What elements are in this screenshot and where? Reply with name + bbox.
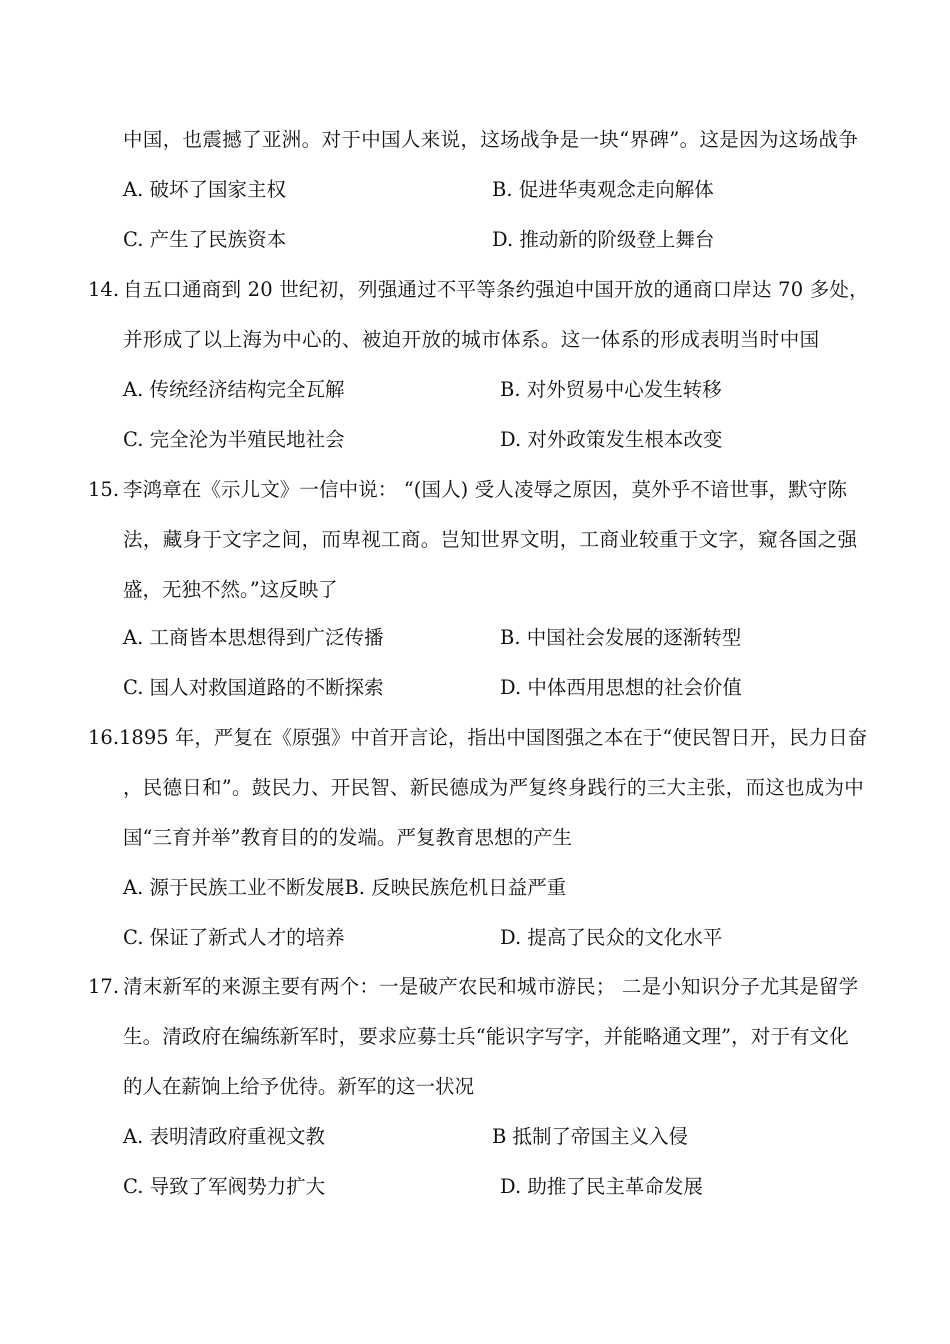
q15-option-b[interactable]: B. 中国社会发展的逐渐转型 — [500, 626, 742, 649]
q14-option-c[interactable]: C. 完全沦为半殖民地社会 — [123, 428, 345, 451]
q17-option-d[interactable]: D. 助推了民主革命发展 — [500, 1175, 703, 1198]
q15-stem-line-1: 李鸿章在《示儿文》一信中说： “(国人) 受人凌辱之原因，莫外乎不谙世事，默守陈 — [123, 478, 848, 501]
q16-number: 16. — [88, 726, 120, 749]
q15-option-a[interactable]: A. 工商皆本思想得到广泛传播 — [123, 626, 384, 649]
q14-option-a[interactable]: A. 传统经济结构完全瓦解 — [123, 378, 345, 401]
q15-stem-line-3: 盛，无独不然。”这反映了 — [123, 578, 338, 601]
q14-stem-line-1: 自五口通商到 20 世纪初，列强通过不平等条约强迫中国开放的通商口岸达 70 多处， — [123, 278, 869, 301]
q15-option-d[interactable]: D. 中体西用思想的社会价值 — [500, 676, 742, 699]
q13-option-c[interactable]: C. 产生了民族资本 — [123, 228, 287, 251]
q14-option-b[interactable]: B. 对外贸易中心发生转移 — [500, 378, 722, 401]
q16-stem-line-2: ，民德日和”。鼓民力、开民智、新民德成为严复终身践行的三大主张，而这也成为中 — [123, 776, 864, 799]
q14-stem-line-2: 并形成了以上海为中心的、被迫开放的城市体系。这一体系的形成表明当时中国 — [123, 328, 820, 351]
q15-option-c[interactable]: C. 国人对救国道路的不断探索 — [123, 676, 384, 699]
q13-option-a[interactable]: A. 破坏了国家主权 — [123, 178, 286, 201]
q17-stem-line-1: 清末新军的来源主要有两个：一是破产农民和城市游民； 二是小知识分子尤其是留学 — [123, 975, 859, 998]
q14-number: 14. — [88, 278, 120, 301]
q17-option-b[interactable]: B 抵制了帝国主义入侵 — [492, 1125, 689, 1148]
q13-option-d[interactable]: D. 推动新的阶级登上舞台 — [492, 228, 715, 251]
q17-number: 17. — [88, 975, 120, 998]
q17-stem-line-3: 的人在薪饷上给予优待。新军的这一状况 — [123, 1075, 475, 1098]
q13-option-b[interactable]: B. 促进华夷观念走向解体 — [492, 178, 714, 201]
q16-option-d[interactable]: D. 提高了民众的文化水平 — [500, 926, 723, 949]
q16-option-c[interactable]: C. 保证了新式人才的培养 — [123, 926, 345, 949]
q15-number: 15. — [88, 478, 120, 501]
q17-option-a[interactable]: A. 表明清政府重视文教 — [123, 1125, 325, 1148]
q17-stem-line-2: 生。清政府在编练新军时，要求应募士兵“能识字写字，并能略通文理”，对于有文化 — [123, 1025, 849, 1048]
q16-stem-line-1: 1895 年，严复在《原强》中首开言论，指出中国图强之本在于“使民智日开，民力日奋 — [119, 726, 868, 749]
q15-stem-line-2: 法，藏身于文字之间，而卑视工商。岂知世界文明，工商业较重于文字，窥各国之强 — [123, 528, 858, 551]
q13-continuation: 中国，也震撼了亚洲。对于中国人来说，这场战争是一块“界碑”。这是因为这场战争 — [123, 128, 859, 151]
q16-options-a-b[interactable]: A. 源于民族工业不断发展B. 反映民族危机日益严重 — [123, 876, 567, 899]
q17-option-c[interactable]: C. 导致了军阀势力扩大 — [123, 1175, 326, 1198]
q16-stem-line-3: 国“三育并举”教育目的的发端。严复教育思想的产生 — [123, 826, 572, 849]
q14-option-d[interactable]: D. 对外政策发生根本改变 — [500, 428, 723, 451]
